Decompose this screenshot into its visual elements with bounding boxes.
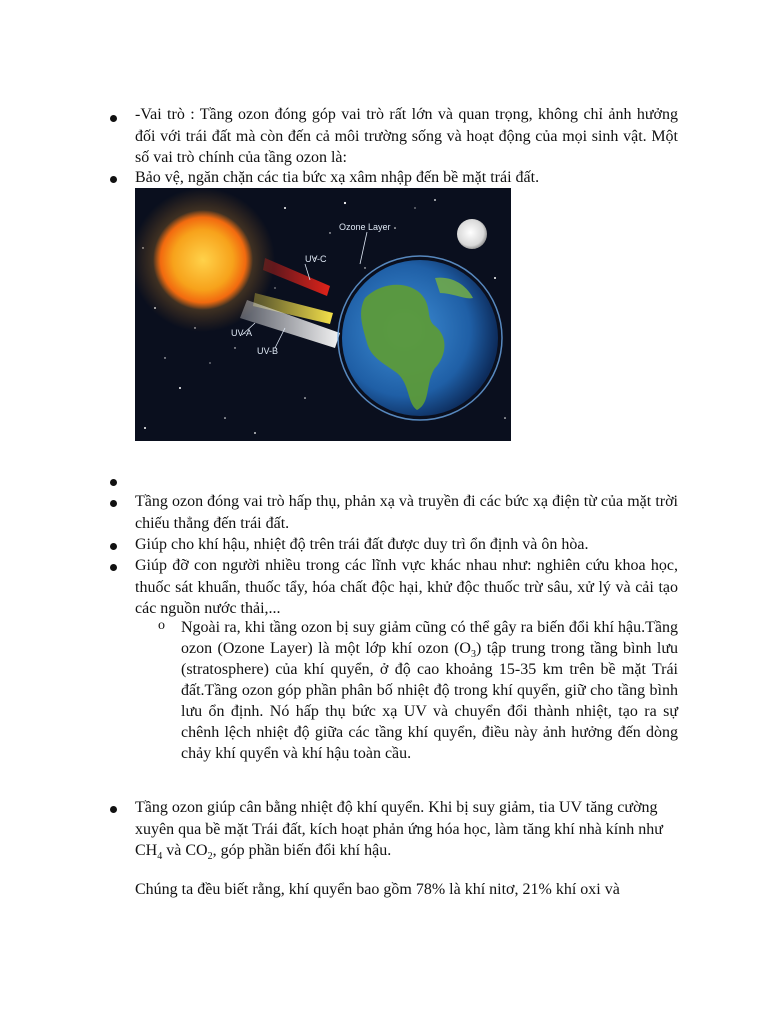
uv-b-label: UV-B — [257, 346, 279, 356]
bullet-dot — [110, 564, 117, 571]
bullet-dot — [110, 115, 117, 122]
bullet-dot — [110, 500, 117, 507]
ozone-layer-illustration — [135, 188, 511, 441]
bullet-dot — [110, 806, 117, 813]
sub-bullet-text: Ngoài ra, khi tầng ozon bị suy giảm cũng có thể gây ra biến đổi khí hậu.Tầng ozon (Ozone Layer) là một lớp khí ozon $(O_3)$ tập trung trong tầng bình lưu (stratosphere) của khí quyển, ở độ cao khoảng 15-35 km trên bề mặt Trái đất.Tầng ozon góp phần phân bố nhiệt độ trong khí quyển, giữ cho tầng bình lưu ổn định. Nó hấp thụ bức xạ UV và chuyển đổi thành nhiệt, tạo ra sự chênh lệch nhiệt độ giữa các tầng khí quyển, điều này ảnh hưởng đến dòng chảy khí quyển và khí hậu toàn cầu. — [181, 619, 679, 762]
bullet-text-absorb: Tầng ozon đóng vai trò hấp thụ, phản xạ và truyền đi các bức xạ điện từ của mặt trời chiếu thẳng đến trái đất. — [135, 493, 678, 532]
bullet-dot — [110, 176, 117, 183]
bullet-text-climate: Giúp cho khí hậu, nhiệt độ trên trái đất được duy trì ổn định và ôn hòa. — [135, 536, 589, 553]
bullet-text-help: Giúp đỡ con người nhiều trong các lĩnh vực khác nhau như: nghiên cứu khoa học, thuốc sát khuẩn, thuốc tẩy, hóa chất độc hại, khử độc thuốc trừ sâu, xử lý và cải tạo các nguồn nước thải,... — [135, 557, 678, 617]
sun-icon — [153, 210, 253, 310]
bullet-text-balance: Tầng ozon giúp cân bằng nhiệt độ khí quyển. Khi bị suy giảm, tia UV tăng cường xuyên qua bề mặt Trái đất, kích hoạt phản ứng hóa học, làm tăng khí nhà kính như $CH_4$ và $CO_2$, góp phần biến đổi khí hậu. — [135, 799, 663, 863]
moon-icon — [457, 219, 487, 249]
bullet-dot — [110, 543, 117, 550]
uv-c-label: UV-C — [305, 254, 327, 264]
bullet-dot-empty — [110, 479, 117, 486]
body-paragraph: Chúng ta đều biết rằng, khí quyển bao gồm 78% là khí nitơ, 21% khí oxi và — [135, 881, 620, 898]
bullet-text-protect: Bảo vệ, ngăn chặn các tia bức xạ xâm nhập đến bề mặt trái đất. — [135, 169, 540, 186]
ozone-layer-label: Ozone Layer — [339, 222, 391, 232]
bullet-text-role: -Vai trò : Tầng ozon đóng góp vai trò rất lớn và quan trọng, không chỉ ảnh hưởng đối với trái đất mà còn đến cả môi trường sống và hoạt động của mọi sinh vật. Một số vai trò chính của tầng ozon là: — [135, 106, 678, 166]
sub-bullet-marker: o — [158, 618, 165, 633]
uv-a-label: UV-A — [231, 328, 253, 338]
